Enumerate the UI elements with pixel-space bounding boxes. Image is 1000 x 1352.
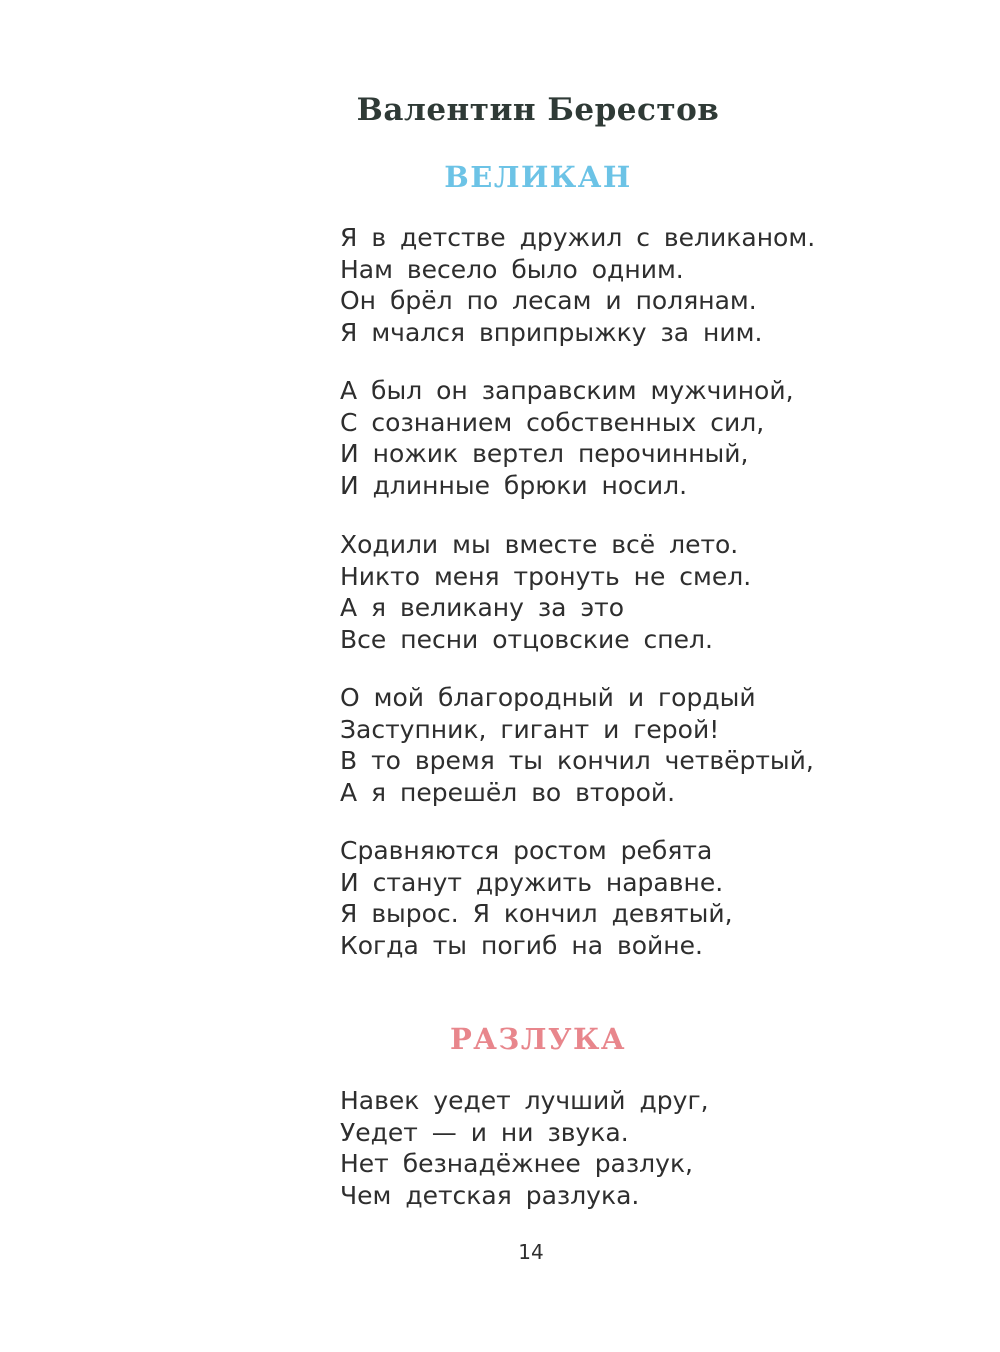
- verse-line: А я великану за это: [340, 593, 625, 623]
- poem-title-velikan: ВЕЛИКАН: [444, 160, 632, 194]
- verse-line: Когда ты погиб на войне.: [340, 931, 703, 961]
- stanza: [340, 529, 751, 656]
- verse-line: Уедет — и ни звука.: [340, 1117, 629, 1147]
- verse-line: Нет безнадёжнее разлук,: [340, 1149, 693, 1179]
- verse-line: А я перешёл во второй.: [340, 778, 676, 808]
- author-name: Валентин Берестов: [356, 92, 720, 128]
- verse-line: Он брёл по лесам и полянам.: [340, 286, 757, 316]
- verse-line: Сравняются ростом ребята: [340, 836, 713, 865]
- verse-line: И ножик вертел перочинный,: [340, 439, 749, 469]
- verse-line: Никто меня тронуть не смел.: [340, 561, 752, 591]
- verse-line: В то время ты кончил четвёртый,: [340, 746, 814, 776]
- page-number: 14: [518, 1240, 544, 1264]
- verse-line: И длинные брюки носил.: [340, 471, 688, 501]
- stanza: [340, 375, 794, 502]
- verse-line: Навек уедет лучший друг,: [340, 1086, 709, 1115]
- verse-line: И станут дружить наравне.: [340, 867, 724, 897]
- verse-line: Я в детстве дружил с великаном.: [340, 223, 816, 252]
- verse-line: А был он заправским мужчиной,: [340, 376, 794, 405]
- verse-line: С сознанием собственных сил,: [340, 407, 765, 437]
- stanza: [340, 1085, 709, 1212]
- verse-line: Я мчался вприпрыжку за ним.: [340, 318, 763, 348]
- verse-line: Нам весело было одним.: [340, 254, 684, 284]
- poem-title-razluka: РАЗЛУКА: [449, 1022, 627, 1056]
- stanza: [340, 835, 733, 962]
- stanza: [340, 682, 814, 809]
- verse-line: Чем детская разлука.: [340, 1181, 640, 1211]
- verse-line: Заступник, гигант и герой!: [340, 714, 720, 744]
- verse-line: Все песни отцовские спел.: [340, 625, 713, 655]
- verse-line: О мой благородный и гордый: [340, 683, 756, 712]
- stanza: [340, 222, 815, 349]
- verse-line: Я вырос. Я кончил девятый,: [340, 899, 733, 929]
- verse-line: Ходили мы вместе всё лето.: [340, 530, 739, 559]
